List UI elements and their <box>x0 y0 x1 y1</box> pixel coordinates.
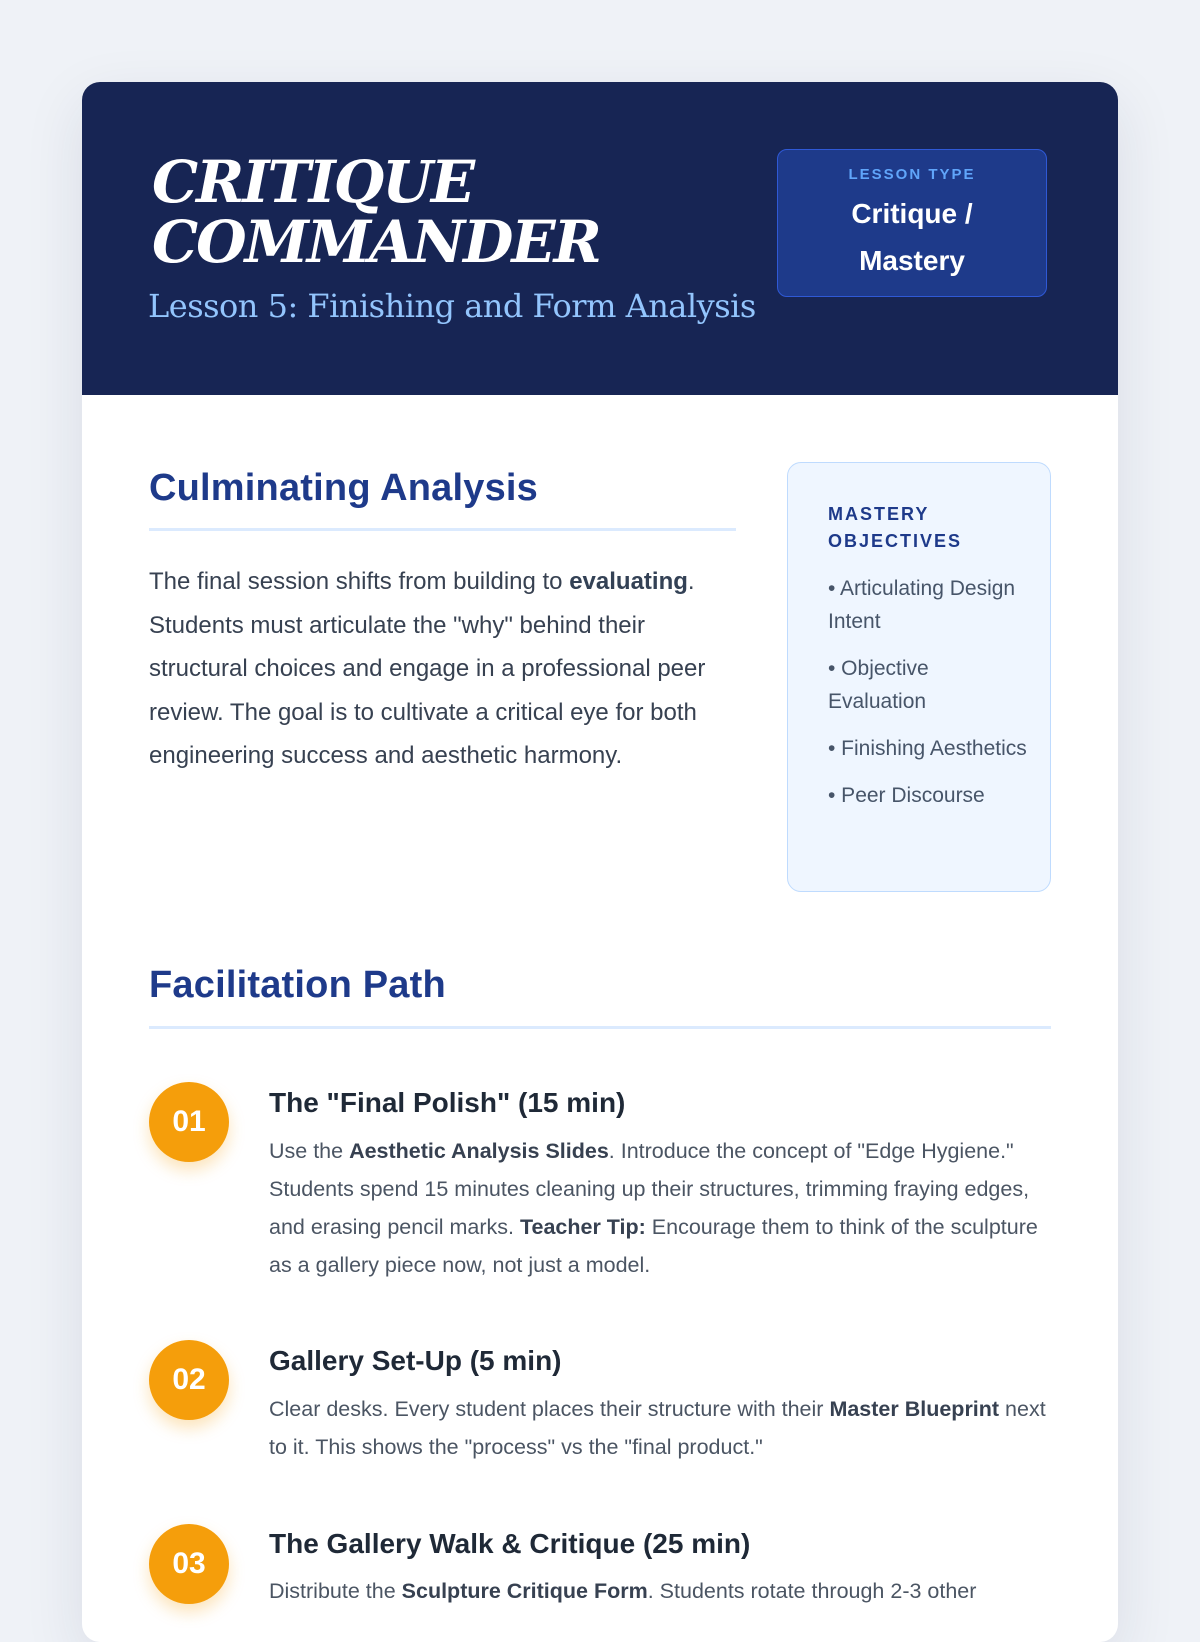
step-number-badge: 03 <box>149 1524 229 1604</box>
lesson-type-badge <box>777 149 1047 297</box>
brand-title <box>152 148 600 276</box>
step-text: Encourage them to think of the sculpture as a gallery piece now, not just a model. <box>269 1215 1038 1277</box>
lesson-subtitle: Lesson 5: Finishing and Form Analysis <box>148 287 756 325</box>
step-number-badge: 02 <box>149 1340 229 1420</box>
step-description <box>269 1132 1059 1284</box>
analysis-heading: Culminating Analysis <box>149 467 538 509</box>
step-title: The "Final Polish" (15 min) <box>269 1087 626 1118</box>
step-text: Distribute the <box>269 1579 402 1603</box>
analysis-text-1: The final session shifts from building to <box>149 568 570 595</box>
analysis-body <box>149 560 739 778</box>
step-number-badge: 01 <box>149 1082 229 1162</box>
analysis-divider <box>149 528 736 531</box>
step-text-bold: Aesthetic Analysis Slides <box>349 1139 609 1163</box>
step-description <box>269 1572 1059 1610</box>
step-text: . Students rotate through 2-3 other <box>647 1579 977 1603</box>
brand-title-line-1: CRITIQUE <box>152 148 474 216</box>
step-title: Gallery Set-Up (5 min) <box>269 1345 562 1376</box>
step-description <box>269 1390 1059 1466</box>
objective-item: • Objective Evaluation <box>828 657 929 713</box>
objective-item: • Articulating Design Intent <box>828 577 1016 633</box>
mastery-objectives-panel <box>787 462 1051 892</box>
objective-item: • Finishing Aesthetics <box>828 737 1027 760</box>
step-text: . Introduce the concept of "Edge Hygiene." Students spend 15 minutes cleaning up their structures, trimming fraying edges, and erasing pencil marks. <box>269 1139 1030 1239</box>
step-title: The Gallery Walk & Critique (25 min) <box>269 1528 751 1559</box>
objective-item: • Peer Discourse <box>828 784 985 807</box>
objectives-title: MASTERY OBJECTIVES <box>828 504 963 551</box>
lesson-header <box>82 82 1118 395</box>
lesson-type-value: Critique / Mastery <box>851 198 973 276</box>
step-text-bold: Master Blueprint <box>829 1397 1000 1421</box>
step-text: Clear desks. Every student places their structure with their <box>269 1397 830 1421</box>
facilitation-divider <box>149 1026 1051 1029</box>
step-text: next to it. This shows the "process" vs the "final product." <box>269 1397 1046 1459</box>
lesson-card <box>82 82 1118 1642</box>
facilitation-heading: Facilitation Path <box>149 964 446 1006</box>
objectives-list <box>828 572 1028 826</box>
step-text-bold: Teacher Tip: <box>519 1215 646 1239</box>
step-text-bold: Sculpture Critique Form <box>401 1579 648 1603</box>
analysis-text-2: . Students must articulate the "why" behind their structural choices and engage in a professional peer review. The goal is to cultivate a critical eye for both engineering success and aesthetic harmony. <box>149 568 706 769</box>
brand-title-line-2: COMMANDER <box>152 208 600 276</box>
step-text: Use the <box>269 1139 350 1163</box>
lesson-type-label: LESSON TYPE <box>848 166 976 183</box>
analysis-text-bold: evaluating <box>569 568 688 595</box>
